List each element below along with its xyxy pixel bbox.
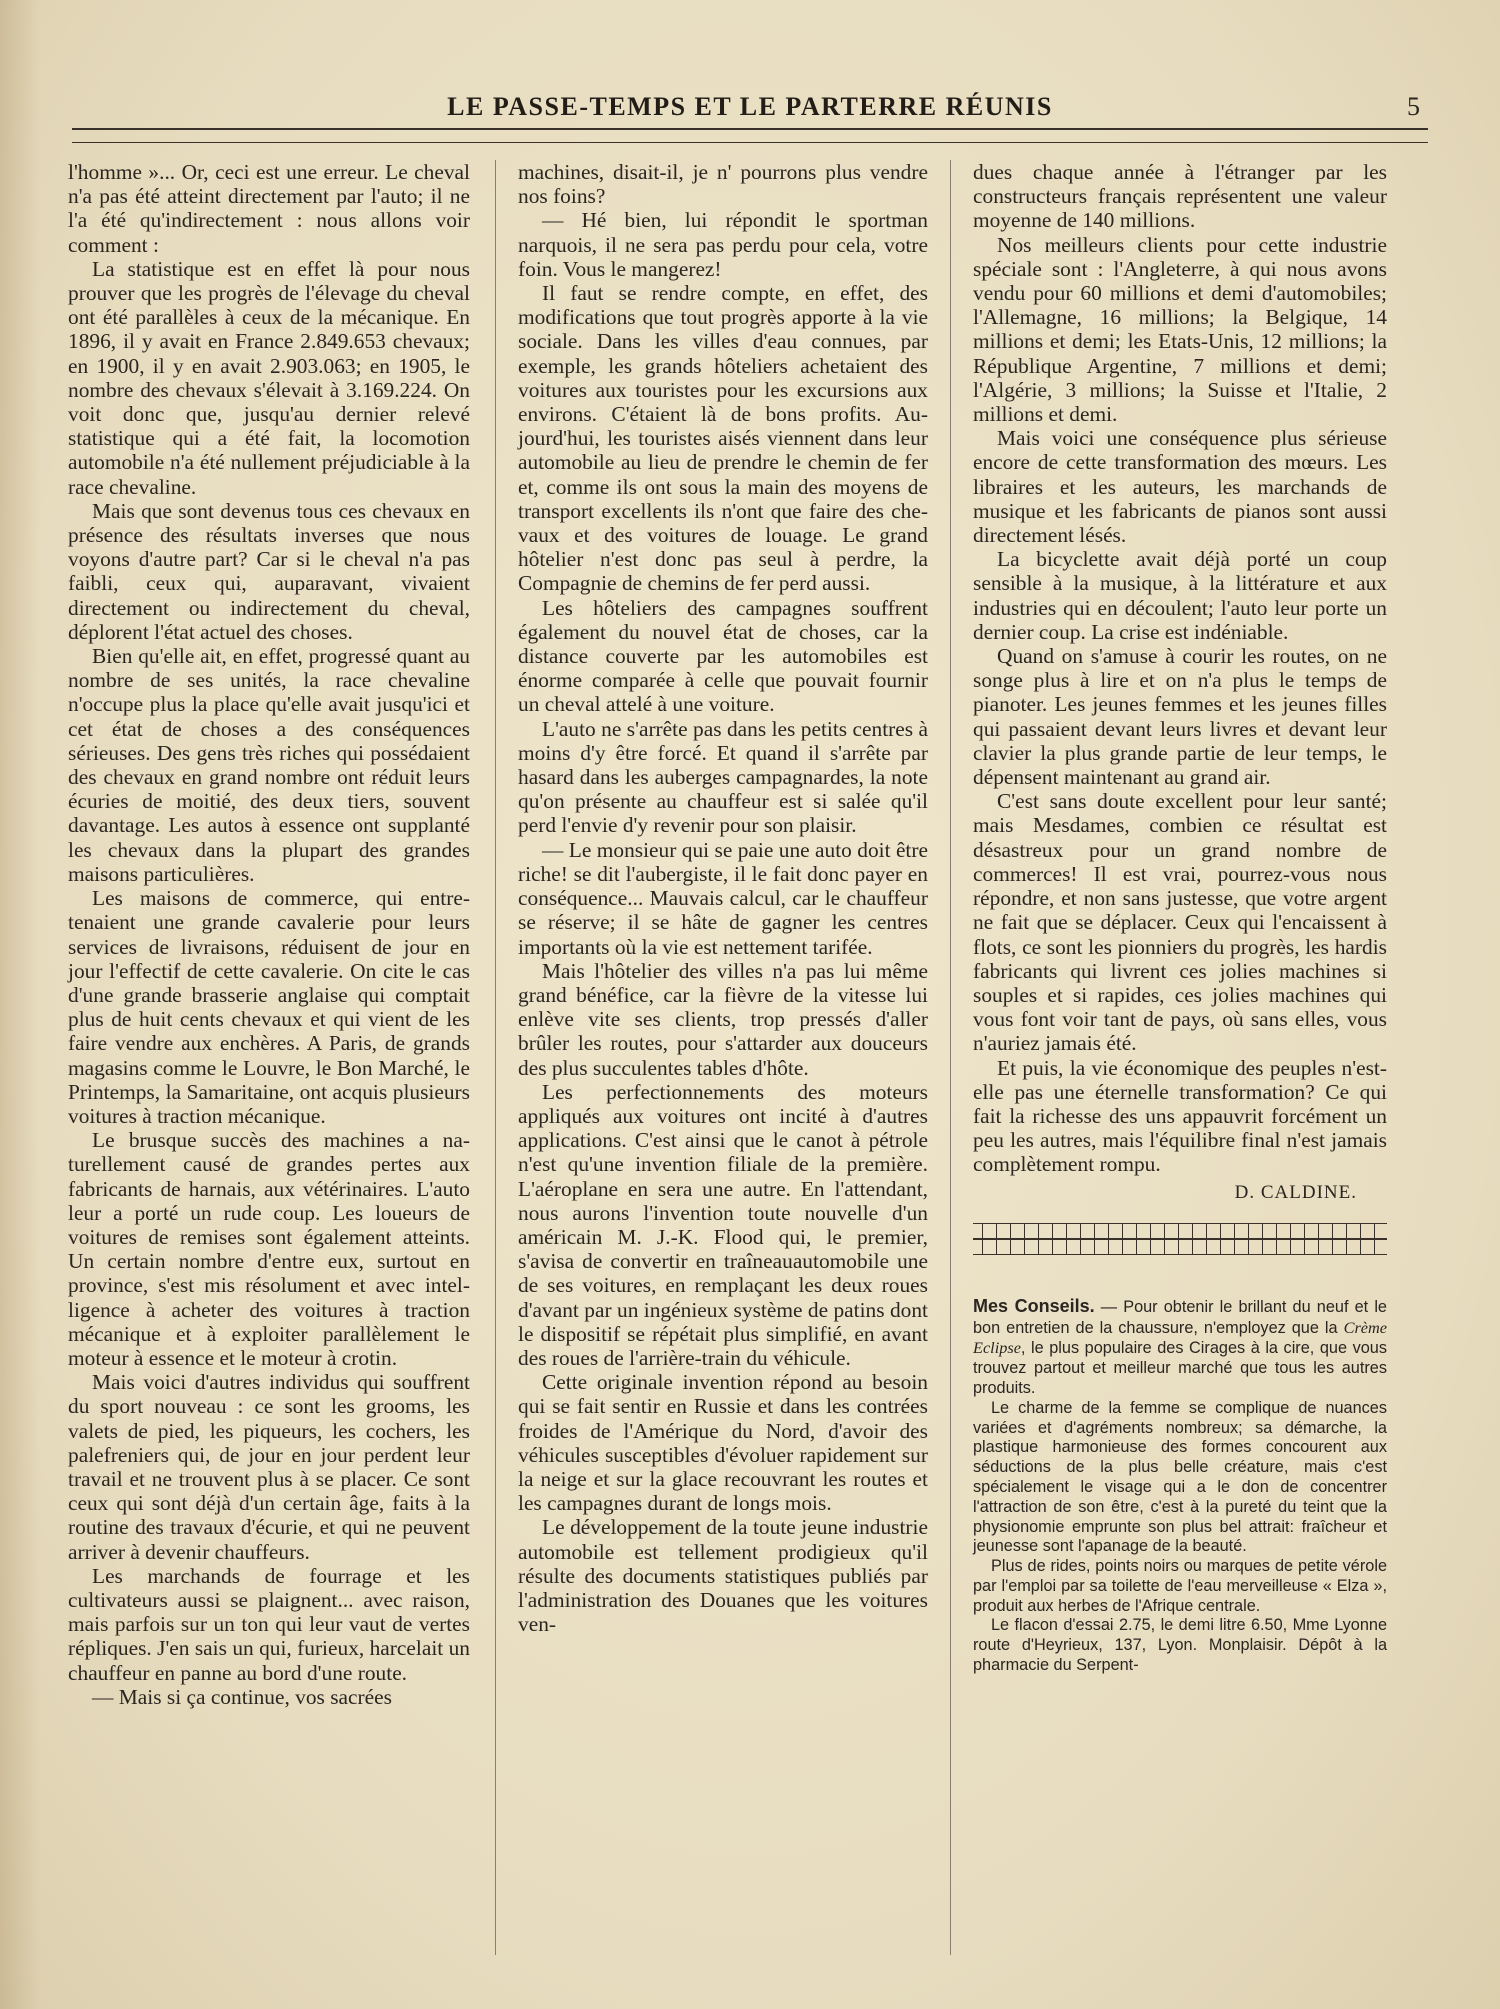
article-signature: D. CALDINE. <box>1234 1181 1357 1203</box>
ad-paragraph: Le flacon d'essai 2.75, le demi litre 6.50, Mme Lyonne route d'Heyrieux, 137, Lyon. Monplaisir. Dépôt à la pharmacie du Serpent- <box>973 1616 1387 1675</box>
paragraph: Nos meilleurs clients pour cette industrie spéciale sont : l'Angleterre, à qui nous avons vendu pour 60 millions et demi d'automobiles; l'Allemagne, 16 millions; la Belgique, 14 millions et demi; les Etats-Unis, 12 millions; la République Argentine, 7 millions et demi; l'Algérie, 3 millions; la Suisse et l'Italie, 2 millions et demi. <box>973 232 1387 427</box>
paragraph: Mais voici d'autres individus qui souffrent du sport nouveau : ce sont les grooms, les valets de pied, les piqueurs, les cochers, les palefreniers qui, de jour en jour perdent leur travail et ne trouvent plus à se placer. Ce sont ceux qui sont déjà d'un certain âge, faits à la routine des travaux d'écurie, et qui ne peuvent arriver à devenir chauffeurs. <box>68 1370 470 1564</box>
ad-text: , le plus populaire des Cirages à la cire, que vous trouvez partout et meilleur marché que tous les autres produits. <box>973 1339 1387 1397</box>
paragraph: Les perfectionnements des moteurs appliqués aux voitures ont incité à d'autres applications. C'est ainsi que le canot à pétrole n'est qu'une invention filiale de la première. L'aéroplane en sera une autre. En l'attendant, nous aurons l'invention toute nouvelle d'un américain M. J.-K. Flood qui, le premier, s'avisa de convertir en traîneauautomobile une de ses voitures, en remplaçant les deux roues d'avant par un ingénieux système de patins dont le dispositif se répétait plus simplifié, en avant des roues de l'arrière-train du véhicule. <box>518 1079 928 1370</box>
paragraph: Les marchands de fourrage et les cultivateurs aussi se plaignent... avec raison, mais parfois sur un ton qui leur vaut de vertes répliques. J'en sais un qui, furieux, harcelait un chauffeur en panne au bord d'une route. <box>68 1563 470 1685</box>
page-header <box>70 88 1430 128</box>
column-1 <box>68 160 470 1709</box>
ad-brand: Crème Eclipse <box>973 1317 1387 1358</box>
column-3 <box>973 160 1387 1676</box>
header-rule <box>72 128 1428 143</box>
paragraph: — Hé bien, lui répondit le sportman narquois, il ne sera pas perdu pour cela, votre foin. Vous le mangerez! <box>518 208 928 281</box>
ad-paragraph: Plus de rides, points noirs ou marques de petite vérole par l'emploi par sa toilette de l'eau merveilleuse « Elza », produit aux herbes de l'Afrique centrale. <box>973 1557 1387 1615</box>
paragraph: machines, disait-il, je n' pourrons plus vendre nos foins? <box>518 160 928 209</box>
ornament-line <box>973 1238 1387 1240</box>
paragraph: La bicyclette avait déjà porté un coup sensible à la musique, à la littérature et aux industries qui en découlent; l'auto leur porte un dernier coup. La crise est indéniable. <box>973 547 1387 644</box>
paragraph: — Le monsieur qui se paie une auto doit être riche! se dit l'aubergiste, il le fait donc payer en conséquence... Mauvais calcul, car le chauffeur se réserve; il se hâte de gagner les centres importants où la vie est nettement tarifée. <box>518 837 928 959</box>
paragraph: Les maisons de commerce, qui entretenaient une grande cavalerie pour leurs services de livraisons, réduisent de jour en jour l'effectif de cette cavalerie. On cite le cas d'une grande brasserie anglaise qui comptait plus de huit cents chevaux et qui vient de les faire vendre aux enchères. A Paris, de grands magasins comme le Louvre, le Bon Marché, le Printemps, la Samaritaine, ont acquis plusieurs voitures à traction mécanique. <box>68 886 470 1128</box>
page-number: 5 <box>1407 92 1420 121</box>
paragraph: l'homme »... Or, ceci est une erreur. Le cheval n'a pas été atteint directement par l'auto; il ne l'a été qu'indirectement : nous allons voir comment : <box>68 160 470 257</box>
ornamental-divider <box>973 1223 1387 1255</box>
paragraph: Mais l'hôtelier des villes n'a pas lui même grand bénéfice, car la fièvre de la vitesse lui enlève vite ses clients, trop pressés d'aller brûler les routes, pour s'attarder aux douceurs des plus succulentes tables d'hôte. <box>518 958 928 1080</box>
paragraph: Mais que sont devenus tous ces chevaux en présence des résultats inverses que nous voyons d'autre part? Car si le cheval n'a pas faibli, ceux qui, auparavant, vivaient directement ou indirectement du cheval, déplorent l'état actuel des choses. <box>68 498 470 644</box>
advertisement-block <box>973 1297 1387 1676</box>
paragraph: Le brusque succès des machines a naturellement causé de grandes pertes aux fabricants de harnais, aux vétérinaires. L'auto leur a porté un rude coup. Les loueurs de voitures de remises sont également atteints. Un certain nombre d'entre eux, surtout en province, s'est mis résolument et avec intelligence à acheter des voitures à traction mécanique et à exploiter parallèlement le moteur à essence et le moteur à crotin. <box>68 1128 470 1370</box>
paragraph: — Mais si ça continue, vos sacrées <box>92 1684 392 1709</box>
paragraph: Les hôteliers des campagnes souffrent également du nouvel état de choses, car la distance couverte par les automobiles est énorme comparée à celle que pouvait fournir un cheval attelé à une voiture. <box>518 595 928 717</box>
publication-title: LE PASSE-TEMPS ET LE PARTERRE RÉUNIS <box>447 92 1053 121</box>
paragraph: Bien qu'elle ait, en effet, progressé quant au nombre de ses unités, la race chevaline n'occupe plus la place qu'elle avait jusqu'ici et cet état de choses a des conséquences sérieuses. Des gens très riches qui possédaient des chevaux en grand nombre ont réduit leurs écuries de moitié, des deux tiers, souvent davantage. Les autos à essence ont supplanté les chevaux dans la plupart des grandes maisons particulières. <box>68 644 470 886</box>
paragraph: La statistique est en effet là pour nous prouver que les progrès de l'élevage du cheval ont été parallèles à ceux de la mécanique. En 1896, il y avait en France 2.849.653 chevaux; en 1900, il y en avait 2.903.063; en 1905, le nombre des chevaux s'élevait à 3.169.224. On voit donc que, jusqu'au dernier relevé statistique qui a été fait, la locomotion automobile n'a été nullement préjudiciable à la race chevaline. <box>68 256 470 499</box>
column-divider <box>950 160 951 1955</box>
ad-lead: Mes Conseils. <box>973 1295 1095 1316</box>
paragraph: Et puis, la vie économique des peuples n'est-elle pas une éternelle transformation? Ce qui fait la richesse des uns appauvrit forcément un peu les autres, mais l'équilibre final n'est jamais complètement rompu. <box>973 1055 1387 1177</box>
paragraph: L'auto ne s'arrête pas dans les petits centres à moins d'y être forcé. Et quand il s'arrête par hasard dans les auberges campagnardes, la note qu'on présente au chauffeur est si salée qu'il perd l'envie d'y revenir pour son plaisir. <box>518 716 928 838</box>
paragraph: Il faut se rendre compte, en effet, des modifications que tout progrès apporte à la vie sociale. Dans les villes d'eau connues, par exemple, les grands hôteliers achetaient des voitures aux touristes pour les excursions aux environs. C'étaient là de bons profits. Aujourd'hui, les touristes aisés viennent dans leur automobile au lieu de prendre le chemin de fer et, comme ils ont sous la main des moyens de transport excellents ils n'ont que faire des chevaux et des voitures de louage. Le grand hôtelier n'est donc pas seul à perdre, la Compagnie de chemins de fer perd aussi. <box>518 281 928 596</box>
ad-paragraph <box>973 1297 1387 1399</box>
column-divider <box>495 160 496 1955</box>
paragraph: C'est sans doute excellent pour leur santé; mais Mesdames, combien ce résultat est désastreux pour un grand nombre de commerces! Il est vrai, pourrez-vous nous répondre, et non sans justesse, que votre argent ne fait que se déplacer. Ceux qui l'encaissent à flots, ce sont les pionniers du progrès, les hardis fabricants qui livrent ces jolies machines si souples et si rapides, ces jolies machines qui vous font voir tant de pays, où sans elles, vous n'auriez jamais été. <box>973 789 1387 1056</box>
paragraph: Cette originale invention répond au besoin qui se fait sentir en Russie et dans les contrées froides de l'Amérique du Nord, d'avoir des véhicules susceptibles d'évoluer rapidement sur la neige et sur la glace recouvrant les routes et les campagnes durant de longs mois. <box>518 1370 928 1516</box>
page-edge-stain <box>0 0 40 2009</box>
column-2 <box>518 160 928 1636</box>
paragraph: dues chaque année à l'étranger par les constructeurs français représentent une valeur moyenne de 140 millions. <box>973 160 1387 233</box>
ad-paragraph: Le charme de la femme se complique de nuances variées et d'agréments nombreux; sa démarche, la plastique harmonieuse des formes concourent aux séductions de la plus belle créature, mais c'est spécialement le visage qui a le don de concentrer l'attraction de son être, c'est à la pureté du teint que la physionomie emprunte son plus bel attrait: fraîcheur et jeunesse sont l'apanage de la beauté. <box>973 1398 1387 1556</box>
paragraph: Le développement de la toute jeune industrie automobile est tellement prodigieux qu'il résulte des documents statistiques publiés par l'administration des Douanes que les voitures ven- <box>518 1515 928 1637</box>
ad-text: — Pour obtenir le brillant du neuf et le bon entretien de la chaussure, n'employez que la <box>973 1297 1387 1337</box>
paragraph: Quand on s'amuse à courir les routes, on ne songe plus à lire et on n'a plus le temps de pianoter. Les jeunes femmes et les jeunes filles qui passaient devant leurs livres et devant leur clavier la plus grande partie de leur temps, le dépensent maintenant au grand air. <box>973 644 1387 790</box>
paragraph: Mais voici une conséquence plus sérieuse encore de cette transformation des mœurs. Les libraires et les auteurs, les marchands de musique et les fabricants de pianos sont aussi directement lésés. <box>973 426 1387 548</box>
